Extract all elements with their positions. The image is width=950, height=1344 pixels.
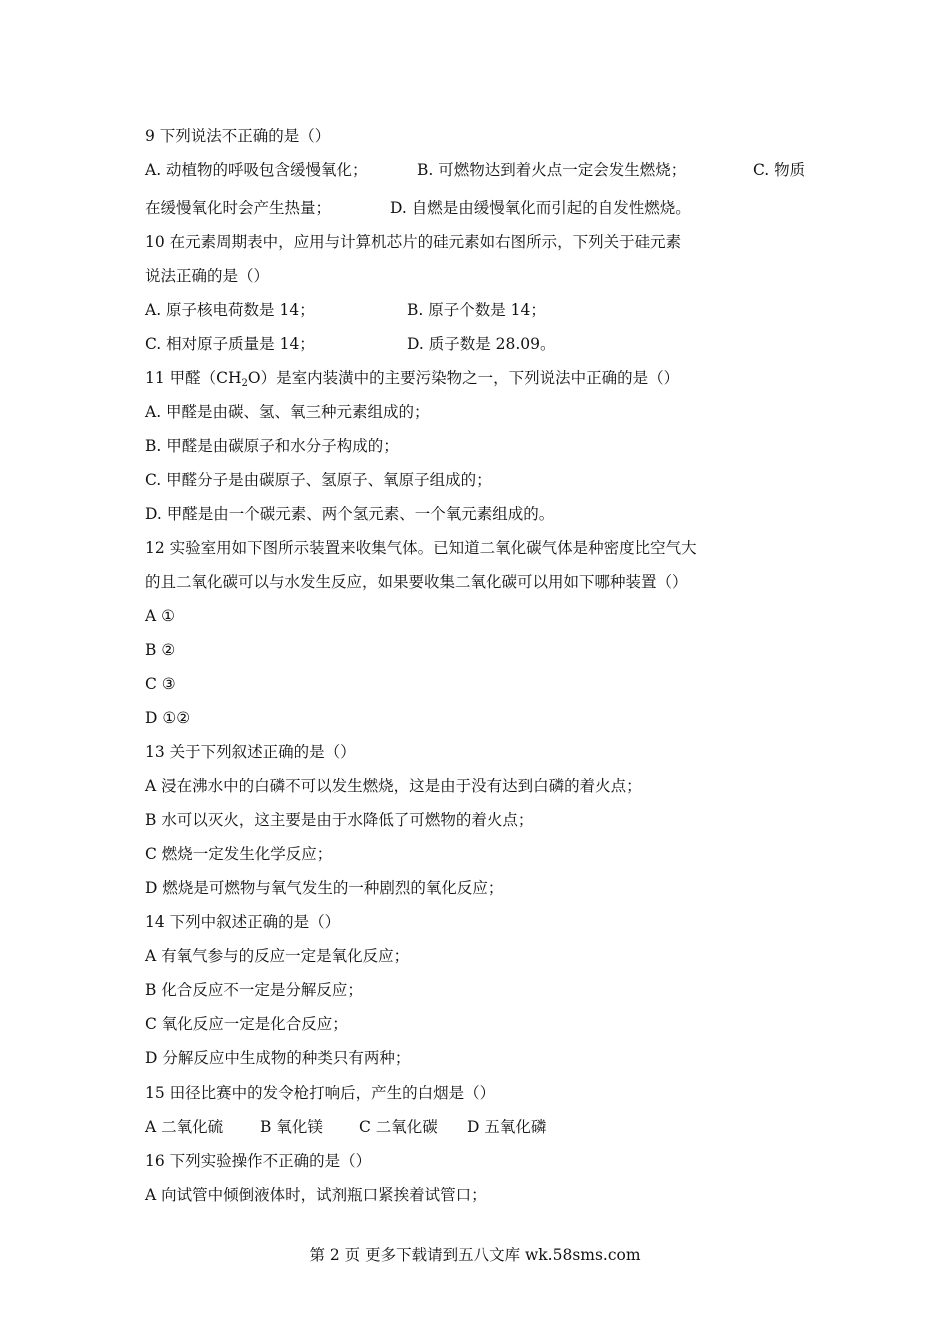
q12-option-c: C ③ — [145, 675, 176, 693]
q12-stem-line-2: 的且二氧化碳可以与水发生反应，如果要收集二氧化碳可以用如下哪种装置（） — [145, 573, 688, 591]
q10-option-d: D. 质子数是 28.09。 — [407, 335, 556, 353]
q9-options-line-1 — [145, 160, 825, 180]
q10-options-line-1 — [145, 300, 825, 320]
q9-stem: 9 下列说法不正确的是（） — [145, 127, 331, 145]
q11-option-c: C. 甲醛分子是由碳原子、氢原子、氧原子组成的； — [145, 471, 492, 489]
q13-option-b: B 水可以灭火，这主要是由于水降低了可燃物的着火点； — [145, 811, 534, 829]
q10-option-c: C. 相对原子质量是 14； — [145, 335, 315, 353]
q9-options-line-2 — [145, 198, 825, 218]
q15-option-b: B 氧化镁 — [260, 1118, 323, 1136]
q12-option-d: D ①② — [145, 709, 191, 727]
q11-stem — [145, 368, 679, 394]
q14-option-a: A 有氧气参与的反应一定是氧化反应； — [145, 947, 410, 965]
q11-stem-start: 11 甲醛（CH — [145, 369, 242, 387]
q11-option-a: A. 甲醛是由碳、氢、氧三种元素组成的； — [145, 403, 430, 421]
q11-option-d: D. 甲醛是由一个碳元素、两个氢元素、一个氧元素组成的。 — [145, 505, 555, 523]
q10-option-b: B. 原子个数是 14； — [407, 301, 546, 319]
q15-stem: 15 田径比赛中的发令枪打响后，产生的白烟是（） — [145, 1084, 496, 1102]
q13-option-d: D 燃烧是可燃物与氧气发生的一种剧烈的氧化反应； — [145, 879, 504, 897]
q12-option-a: A ① — [145, 607, 176, 625]
q14-stem: 14 下列中叙述正确的是（） — [145, 913, 341, 931]
q14-option-c: C 氧化反应一定是化合反应； — [145, 1015, 348, 1033]
q14-option-d: D 分解反应中生成物的种类只有两种； — [145, 1049, 411, 1067]
q10-stem-line-2: 说法正确的是（） — [145, 267, 270, 285]
q15-option-a: A 二氧化硫 — [145, 1118, 224, 1136]
q10-options-line-2 — [145, 334, 825, 354]
q9-option-c: C. 物质 — [753, 161, 806, 179]
q16-option-a: A 向试管中倾倒液体时，试剂瓶口紧挨着试管口； — [145, 1186, 487, 1204]
q10-stem-line-1: 10 在元素周期表中，应用与计算机芯片的硅元素如右图所示，下列关于硅元素 — [145, 233, 682, 251]
q15-options-line — [145, 1117, 645, 1137]
q11-formula-subscript: 2 — [241, 378, 248, 389]
q12-stem-line-1: 12 实验室用如下图所示装置来收集气体。已知道二氧化碳气体是种密度比空气大 — [145, 539, 697, 557]
q9-option-c-continued: 在缓慢氧化时会产生热量； — [145, 199, 332, 217]
q9-option-d: D. 自燃是由缓慢氧化而引起的自发性燃烧。 — [390, 199, 691, 217]
q11-stem-end: O）是室内装潢中的主要污染物之一，下列说法中正确的是（） — [247, 369, 680, 387]
q11-option-b: B. 甲醛是由碳原子和水分子构成的； — [145, 437, 399, 455]
q9-option-a: A. 动植物的呼吸包含缓慢氧化； — [145, 161, 368, 179]
q15-option-d: D 五氧化磷 — [467, 1118, 547, 1136]
q13-option-a: A 浸在沸水中的白磷不可以发生燃烧，这是由于没有达到白磷的着火点； — [145, 777, 642, 795]
q14-option-b: B 化合反应不一定是分解反应； — [145, 981, 363, 999]
q12-option-b: B ② — [145, 641, 176, 659]
q13-option-c: C 燃烧一定发生化学反应； — [145, 845, 333, 863]
q13-stem: 13 关于下列叙述正确的是（） — [145, 743, 356, 761]
q9-option-b: B. 可燃物达到着火点一定会发生燃烧； — [417, 161, 687, 179]
q15-option-c: C 二氧化碳 — [359, 1118, 438, 1136]
page-footer: 第 2 页 更多下载请到五八文库 wk.58sms.com — [309, 1246, 641, 1264]
q10-option-a: A. 原子核电荷数是 14； — [145, 301, 315, 319]
q16-stem: 16 下列实验操作不正确的是（） — [145, 1152, 372, 1170]
